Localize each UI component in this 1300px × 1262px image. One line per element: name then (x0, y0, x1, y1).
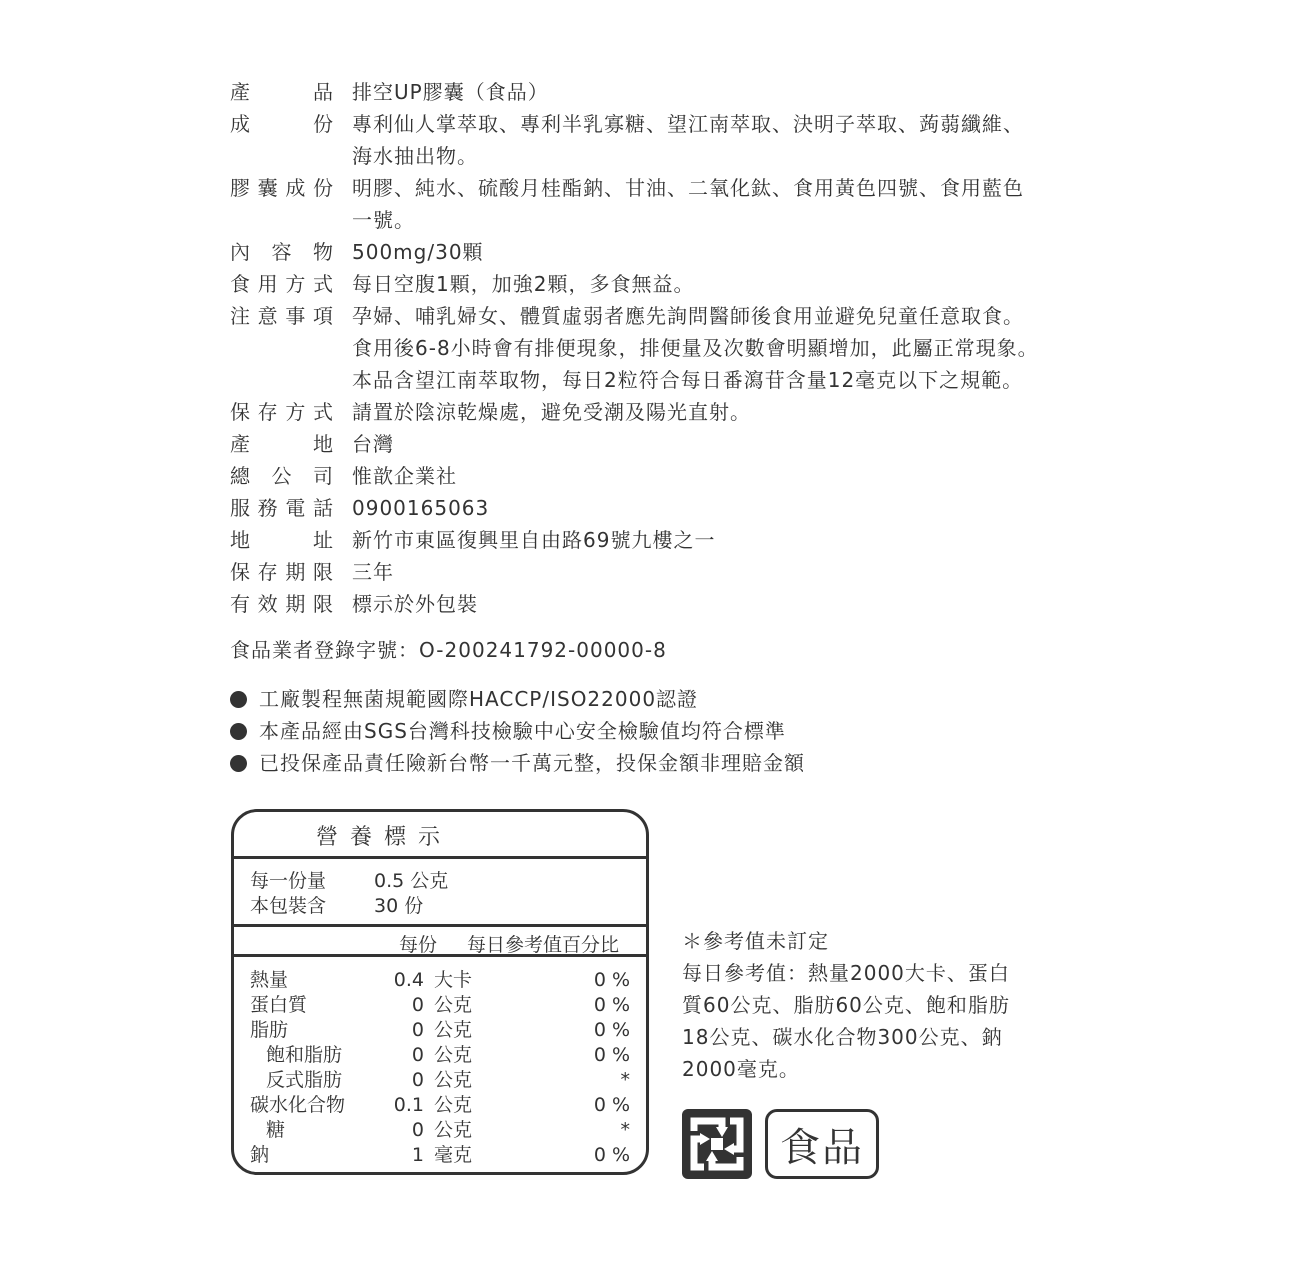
spec-value-line: 500mg/30顆 (352, 240, 484, 264)
nutrient-daily-pct: 0 % (593, 1094, 630, 1116)
spec-value-line: 請置於陰涼乾燥處，避免受潮及陽光直射。 (352, 400, 751, 424)
spec-row (230, 76, 1090, 108)
spec-value (352, 396, 1072, 428)
spec-value (352, 108, 1072, 172)
nutrient-name: 碳水化合物 (250, 1094, 346, 1116)
spec-value-line: 新竹市東區復興里自由路69號九樓之一 (352, 528, 716, 552)
note-line: 質60公克、脂肪60公克、飽和脂肪 (682, 993, 1010, 1017)
spec-label (230, 76, 334, 108)
divider (234, 856, 646, 859)
spec-row (230, 236, 1090, 268)
spec-label (230, 588, 334, 620)
spec-label-char: 存 (257, 560, 279, 584)
spec-value-line: 每日空腹1顆，加強2顆，多食無益。 (352, 272, 695, 296)
nutrient-unit: 大卡 (434, 969, 473, 991)
spec-row (230, 300, 1090, 396)
spec-label-char: 總 (230, 464, 251, 488)
spec-label-char: 用 (257, 272, 279, 296)
nutrient-daily-pct: 0 % (593, 1144, 630, 1166)
nutrition-row (234, 993, 646, 1018)
spec-label-char: 期 (285, 592, 307, 616)
spec-value (352, 268, 1072, 300)
spec-label-char: 公 (271, 464, 293, 488)
spec-value (352, 588, 1072, 620)
spec-label-char: 話 (312, 496, 334, 520)
registration-number: 食品業者登錄字號：O-200241792-00000-8 (230, 638, 667, 662)
spec-label-char: 保 (230, 400, 251, 424)
spec-value-line: 明膠、純水、硫酸月桂酯鈉、甘油、二氧化鈦、食用黃色四號、食用藍色 (352, 176, 1024, 200)
bullet-text: 工廠製程無菌規範國際HACCP/ISO22000認證 (259, 687, 699, 711)
spec-value (352, 492, 1072, 524)
nutrient-daily-pct: 0 % (593, 994, 630, 1016)
spec-label-char: 物 (313, 240, 334, 264)
nutrient-name: 鈉 (250, 1144, 270, 1166)
spec-label-char: 成 (285, 176, 307, 200)
nutrient-daily-pct: * (620, 1119, 630, 1141)
nutrition-row (234, 1143, 646, 1168)
spec-value (352, 172, 1072, 236)
spec-value (352, 556, 1072, 588)
serving-size-row (250, 869, 449, 894)
nutrient-name: 熱量 (250, 969, 289, 991)
spec-row (230, 172, 1090, 236)
spec-value (352, 524, 1072, 556)
spec-value-line: 排空UP膠囊（食品） (352, 80, 549, 104)
spec-label (230, 524, 334, 556)
bullet-dot-icon (230, 723, 247, 740)
bullet-text: 已投保產品責任險新台幣一千萬元整，投保金額非理賠金額 (259, 751, 805, 775)
spec-label (230, 492, 334, 524)
nutrition-row (234, 968, 646, 993)
spec-row (230, 556, 1090, 588)
spec-label-char: 囊 (257, 176, 279, 200)
spec-label-char: 品 (313, 80, 334, 104)
spec-value (352, 76, 1072, 108)
nutrient-amount: 0.1 (393, 1094, 424, 1116)
divider (234, 954, 646, 957)
nutrition-row (234, 1018, 646, 1043)
spec-row (230, 588, 1090, 620)
spec-row (230, 428, 1090, 460)
spec-label-char: 意 (257, 304, 279, 328)
spec-label-char: 方 (285, 400, 307, 424)
note-line: 2000毫克。 (682, 1057, 800, 1081)
bullet-text: 本產品經由SGS台灣科技檢驗中心安全檢驗值均符合標準 (259, 719, 786, 743)
nutrient-name: 脂肪 (250, 1019, 289, 1041)
spec-value-line: 三年 (352, 560, 394, 584)
spec-label-char: 食 (230, 272, 251, 296)
nutrient-name: 糖 (266, 1119, 286, 1141)
nutrient-daily-pct: 0 % (593, 1019, 630, 1041)
bullet-item (230, 747, 805, 779)
col-daily-value: 每日參考值百分比 (467, 934, 620, 956)
spec-value-line: 專利仙人掌萃取、專利半乳寡糖、望江南萃取、決明子萃取、蒟蒻纖維、 (352, 112, 1024, 136)
note-line: ＊參考值未訂定 (682, 929, 829, 953)
spec-label (230, 396, 334, 428)
nutrient-amount: 0 (411, 1069, 424, 1091)
spec-value (352, 460, 1072, 492)
nutrient-name: 飽和脂肪 (266, 1044, 343, 1066)
spec-value-line: 標示於外包裝 (352, 592, 478, 616)
spec-row (230, 396, 1090, 428)
spec-label-char: 保 (230, 560, 251, 584)
servings-per-pack-label: 本包裝含 (250, 895, 327, 917)
spec-label (230, 172, 334, 236)
spec-label-char: 務 (257, 496, 279, 520)
spec-label-char: 限 (312, 560, 334, 584)
spec-label-char: 膠 (230, 176, 251, 200)
spec-value-line: 海水抽出物。 (352, 144, 478, 168)
spec-label-char: 地 (313, 432, 334, 456)
food-badge: 食品 (765, 1109, 879, 1179)
product-spec-list (230, 76, 1090, 620)
spec-label (230, 556, 334, 588)
nutrient-unit: 公克 (434, 1069, 473, 1091)
nutrition-facts-table (231, 809, 649, 1175)
reference-notes (682, 925, 1042, 1085)
nutrition-title: 營養標示 (315, 825, 452, 850)
spec-label-char: 式 (312, 272, 334, 296)
spec-label-char: 地 (230, 528, 251, 552)
spec-label (230, 300, 334, 396)
spec-label-char: 項 (312, 304, 334, 328)
nutrient-daily-pct: * (620, 1069, 630, 1091)
bullet-item (230, 683, 805, 715)
bullet-item (230, 715, 805, 747)
bullet-dot-icon (230, 755, 247, 772)
spec-label-char: 方 (285, 272, 307, 296)
divider (234, 924, 646, 927)
nutrient-daily-pct: 0 % (593, 1044, 630, 1066)
note-line: 18公克、碳水化合物300公克、鈉 (682, 1025, 1003, 1049)
spec-label-char: 期 (285, 560, 307, 584)
spec-label-char: 限 (312, 592, 334, 616)
spec-label-char: 產 (230, 432, 251, 456)
nutrient-amount: 0 (411, 1119, 424, 1141)
nutrient-unit: 公克 (434, 1094, 473, 1116)
certification-list (230, 683, 805, 779)
bullet-dot-icon (230, 691, 247, 708)
spec-value-line: 台灣 (352, 432, 394, 456)
spec-row (230, 268, 1090, 300)
spec-label (230, 268, 334, 300)
servings-per-pack-row (250, 894, 424, 919)
spec-value-line: 食用後6-8小時會有排便現象，排便量及次數會明顯增加，此屬正常現象。 (352, 336, 1039, 360)
nutrient-unit: 公克 (434, 994, 473, 1016)
servings-per-pack-value: 30 份 (374, 895, 424, 917)
nutrient-name: 蛋白質 (250, 994, 308, 1016)
spec-label-char: 事 (285, 304, 307, 328)
nutrient-amount: 1 (411, 1144, 424, 1166)
nutrient-unit: 公克 (434, 1119, 473, 1141)
spec-label-char: 注 (230, 304, 251, 328)
spec-row (230, 492, 1090, 524)
spec-row (230, 524, 1090, 556)
spec-label-char: 存 (257, 400, 279, 424)
spec-label (230, 460, 334, 492)
nutrition-row (234, 1118, 646, 1143)
nutrient-unit: 公克 (434, 1044, 473, 1066)
spec-label-char: 服 (230, 496, 251, 520)
spec-value (352, 236, 1072, 268)
nutrient-amount: 0 (411, 1044, 424, 1066)
spec-label (230, 428, 334, 460)
spec-value-line: 惟歆企業社 (352, 464, 457, 488)
nutrient-amount: 0 (411, 994, 424, 1016)
spec-label-char: 有 (230, 592, 251, 616)
spec-label-char: 式 (312, 400, 334, 424)
spec-value-line: 0900165063 (352, 496, 490, 520)
spec-value-line: 本品含望江南萃取物，每日2粒符合每日番瀉苷含量12毫克以下之規範。 (352, 368, 1024, 392)
spec-label-char: 份 (313, 112, 334, 136)
spec-label-char: 容 (271, 240, 293, 264)
spec-label (230, 108, 334, 172)
spec-label-char: 產 (230, 80, 251, 104)
spec-label-char: 份 (312, 176, 334, 200)
serving-size-value: 0.5 公克 (374, 870, 449, 892)
spec-label-char: 內 (230, 240, 251, 264)
spec-label (230, 236, 334, 268)
nutrient-daily-pct: 0 % (593, 969, 630, 991)
spec-row (230, 108, 1090, 172)
nutrition-row (234, 1068, 646, 1093)
spec-label-char: 電 (285, 496, 307, 520)
nutrient-amount: 0.4 (393, 969, 424, 991)
note-line: 每日參考值：熱量2000大卡、蛋白 (682, 961, 1010, 985)
col-per-serving: 每份 (399, 934, 438, 956)
nutrient-unit: 公克 (434, 1019, 473, 1041)
spec-value-line: 一號。 (352, 208, 415, 232)
nutrient-unit: 毫克 (434, 1144, 473, 1166)
spec-value (352, 428, 1072, 460)
recycle-icon (682, 1109, 752, 1179)
serving-size-label: 每一份量 (250, 870, 327, 892)
spec-label-char: 效 (257, 592, 279, 616)
spec-label-char: 址 (313, 528, 334, 552)
spec-row (230, 460, 1090, 492)
nutrient-amount: 0 (411, 1019, 424, 1041)
nutrient-name: 反式脂肪 (266, 1069, 343, 1091)
spec-label-char: 司 (313, 464, 334, 488)
nutrition-row (234, 1043, 646, 1068)
nutrition-row (234, 1093, 646, 1118)
spec-label-char: 成 (230, 112, 251, 136)
spec-value-line: 孕婦、哺乳婦女、體質虛弱者應先詢問醫師後食用並避免兒童任意取食。 (352, 304, 1024, 328)
spec-value (352, 300, 1072, 396)
